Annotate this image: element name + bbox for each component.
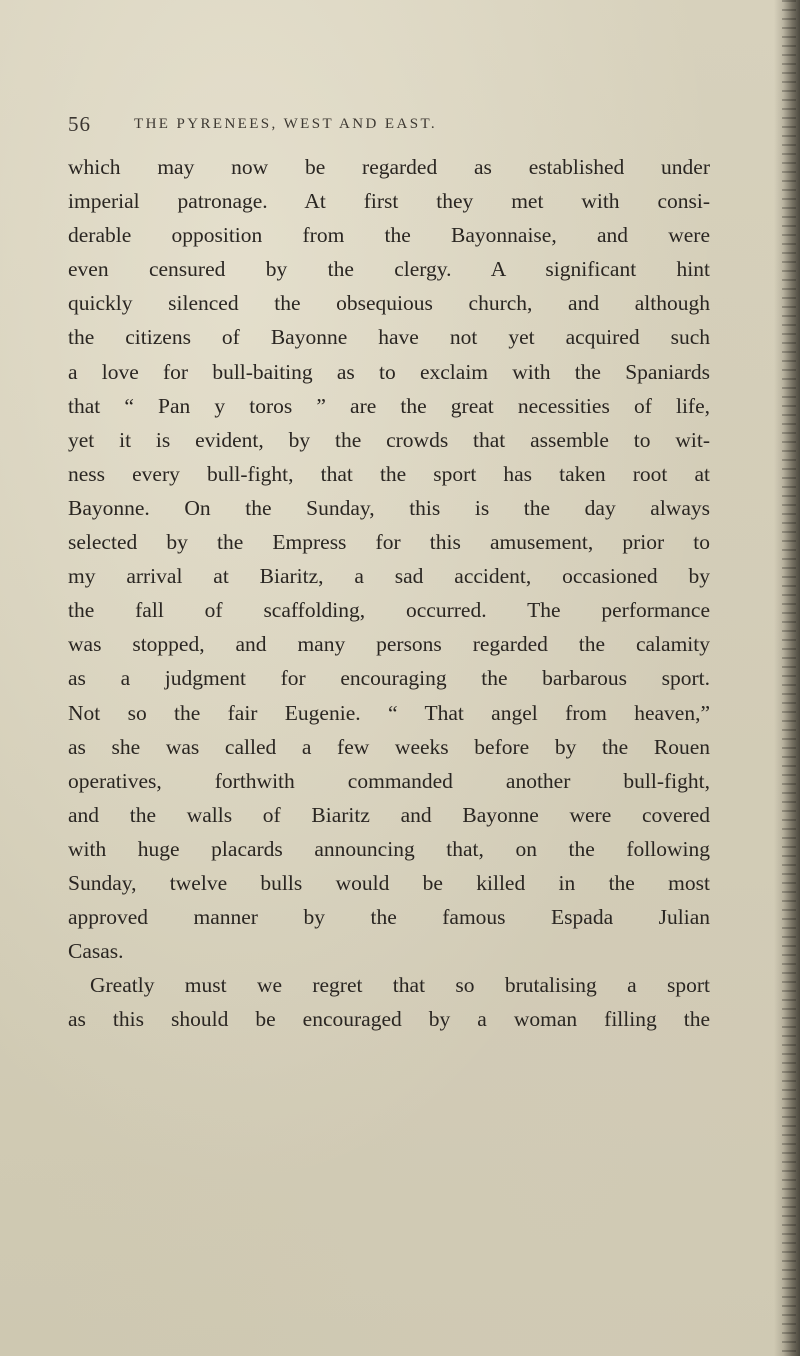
text-line: with huge placards announcing that, on the following	[68, 836, 710, 861]
text-line: quickly silenced the obsequious church, and although	[68, 291, 710, 316]
text-line: Bayonne. On the Sunday, this is the day always	[68, 495, 710, 520]
text-line: that “ Pan y toros ” are the great necessities of life,	[68, 393, 710, 418]
page-header	[68, 104, 728, 144]
text-line: imperial patronage. At first they met with consi-	[68, 189, 710, 214]
page-number: 56	[68, 112, 91, 136]
text-line: and the walls of Biaritz and Bayonne were covered	[68, 802, 710, 827]
text-line: which may now be regarded as established under	[68, 155, 710, 179]
text-line: yet it is evident, by the crowds that assemble to wit-	[68, 427, 710, 452]
text-line: Greatly must we regret that so brutalising a sport	[90, 973, 710, 998]
text-line: as a judgment for encouraging the barbarous sport.	[68, 666, 710, 691]
text-line: approved manner by the famous Espada Julian	[68, 905, 710, 930]
page-edge-texture	[782, 0, 796, 1356]
text-line: was stopped, and many persons regarded the calamity	[68, 632, 710, 657]
text-line: operatives, forthwith commanded another bull-fight,	[68, 768, 710, 793]
text-line: Sunday, twelve bulls would be killed in the most	[68, 870, 710, 895]
text-line: the fall of scaffolding, occurred. The performance	[68, 598, 710, 623]
text-line: my arrival at Biaritz, a sad accident, occasioned by	[68, 564, 710, 589]
text-line: ness every bull-fight, that the sport has taken root at	[68, 461, 710, 486]
text-line: as she was called a few weeks before by the Rouen	[68, 734, 710, 759]
text-line: Not so the fair Eugenie. “ That angel from heaven,”	[68, 700, 710, 725]
text-line: Casas.	[68, 939, 124, 964]
text-line: a love for bull-baiting as to exclaim with the Spaniards	[68, 359, 710, 384]
text-line: the citizens of Bayonne have not yet acquired such	[68, 325, 710, 350]
text-line: derable opposition from the Bayonnaise, and were	[68, 223, 710, 248]
body-text	[68, 150, 710, 1036]
running-title: THE PYRENEES, WEST AND EAST.	[134, 116, 438, 132]
text-line: even censured by the clergy. A significant hint	[68, 257, 710, 282]
text-line: selected by the Empress for this amusement, prior to	[68, 530, 710, 555]
text-line: as this should be encouraged by a woman filling the	[68, 1007, 710, 1032]
